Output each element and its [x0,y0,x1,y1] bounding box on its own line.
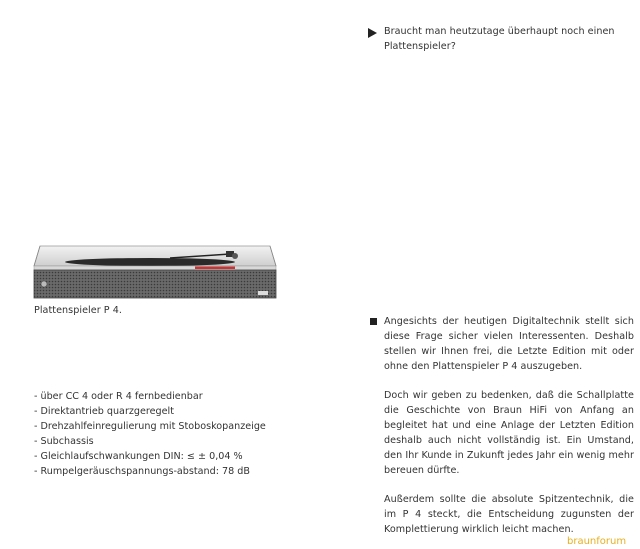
spec-item: - Rumpelgeräuschspannungs-abstand: 78 dB [34,466,250,477]
photo-caption: Plattenspieler P 4. [34,305,122,316]
paragraph-3: Außerdem sollte die absolute Spitzentechnik, die im P 4 steckt, die Entscheidung zugunsten der Komplettierung wirklich leicht machen. [384,494,634,535]
watermark: braunforum [567,536,627,547]
spec-item: - über CC 4 oder R 4 fernbedienbar [34,391,203,402]
paragraph-2: Doch wir geben zu bedenken, daß die Schallplatte die Geschichte von Braun HiFi von Anfang an begleitet hat und eine Anlage der Letzten Edition deshalb auch nicht vollständig ist. Ein Umstand, den Ihr Kunde in Zukunft jedes Jahr ein wenig mehr bereuen dürfte. [384,390,634,476]
question-heading: Braucht man heutzutage überhaupt noch einen Plattenspieler? [384,26,615,52]
turntable-photo [30,238,282,300]
triangle-bullet-icon [368,28,377,38]
square-bullet-icon [370,318,377,325]
spec-item: - Drehzahlfeinregulierung mit Stoboskopanzeige [34,421,266,432]
paragraph-1: Angesichts der heutigen Digitaltechnik stellt sich diese Frage sicher vielen Interessenten. Deshalb stellen wir Ihnen frei, die Letzte Edition mit oder ohne den Plattenspieler P 4 auszugeben. [384,316,634,372]
spec-item: - Direktantrieb quarzgeregelt [34,406,174,417]
spec-list [34,389,266,479]
spec-item: - Subchassis [34,436,94,447]
spec-item: - Gleichlaufschwankungen DIN: ≤ ± 0,04 % [34,451,243,462]
